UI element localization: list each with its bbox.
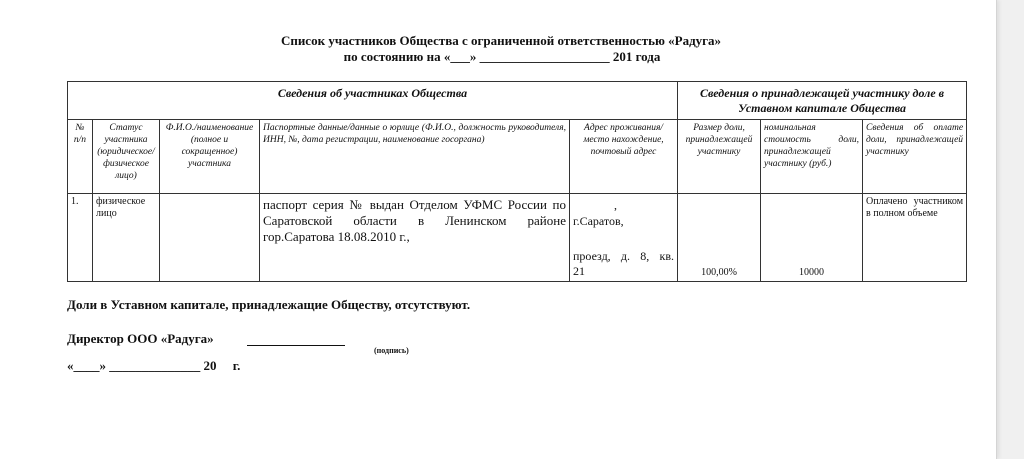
- header-num: № п/п: [68, 120, 93, 194]
- cell-share-size: 100,00%: [678, 194, 761, 282]
- cell-status: физическое лицо: [93, 194, 160, 282]
- header-nominal-value: номинальная стоимость доли, принадлежащей участнику (руб.): [761, 120, 863, 194]
- signature-line: [247, 345, 345, 346]
- section-header-participants: Сведения об участниках Общества: [68, 82, 678, 120]
- header-name: Ф.И.О./наименование (полное и сокращенное) участника: [160, 120, 260, 194]
- signature-date-line: «____» ______________ 20 г.: [67, 358, 241, 373]
- signature-caption: (подпись): [374, 346, 409, 355]
- header-address: Адрес проживания/место нахождение, почтовый адрес: [570, 120, 678, 194]
- document-date-line: по состоянию на «___» ____________________ 201 года: [343, 49, 661, 64]
- header-status: Статус участника (юридическое/физическое лицо): [93, 120, 160, 194]
- cell-payment: Оплачено участником в полном объеме: [863, 194, 967, 282]
- cell-address: [570, 194, 678, 282]
- header-passport: Паспортные данные/данные о юрлице (Ф.И.О., должность руководителя, ИНН, №, дата регистрации, наименование госоргана): [260, 120, 570, 194]
- company-shares-note: Доли в Уставном капитале, принадлежащие Обществу, отсутствуют.: [67, 297, 471, 312]
- cell-name: [160, 194, 260, 282]
- participants-table: [67, 81, 967, 282]
- document-title: Список участников Общества с ограниченной ответственностью «Радуга»: [280, 33, 722, 48]
- cell-num: 1.: [68, 194, 93, 282]
- header-payment: Сведения об оплате доли, принадлежащей участнику: [863, 120, 967, 194]
- address-line-3: 21: [573, 264, 585, 278]
- header-share-size: Размер доли, принадлежащей участнику: [678, 120, 761, 194]
- address-line-1: г.Саратов,: [573, 214, 624, 228]
- director-label: Директор ООО «Радуга»: [67, 331, 214, 346]
- cell-passport: паспорт серия № выдан Отделом УФМС России по Саратовской области в Ленинском районе гор.Саратова 18.08.2010 г.,: [260, 194, 570, 282]
- section-header-share: Сведения о принадлежащей участнику доле в Уставном капитале Общества: [678, 82, 967, 120]
- table-row: [68, 194, 967, 282]
- cell-nominal-value: 10000: [761, 194, 863, 282]
- address-line-2: проезд, д. 8, кв.: [573, 249, 675, 263]
- address-comma: ,: [614, 198, 617, 212]
